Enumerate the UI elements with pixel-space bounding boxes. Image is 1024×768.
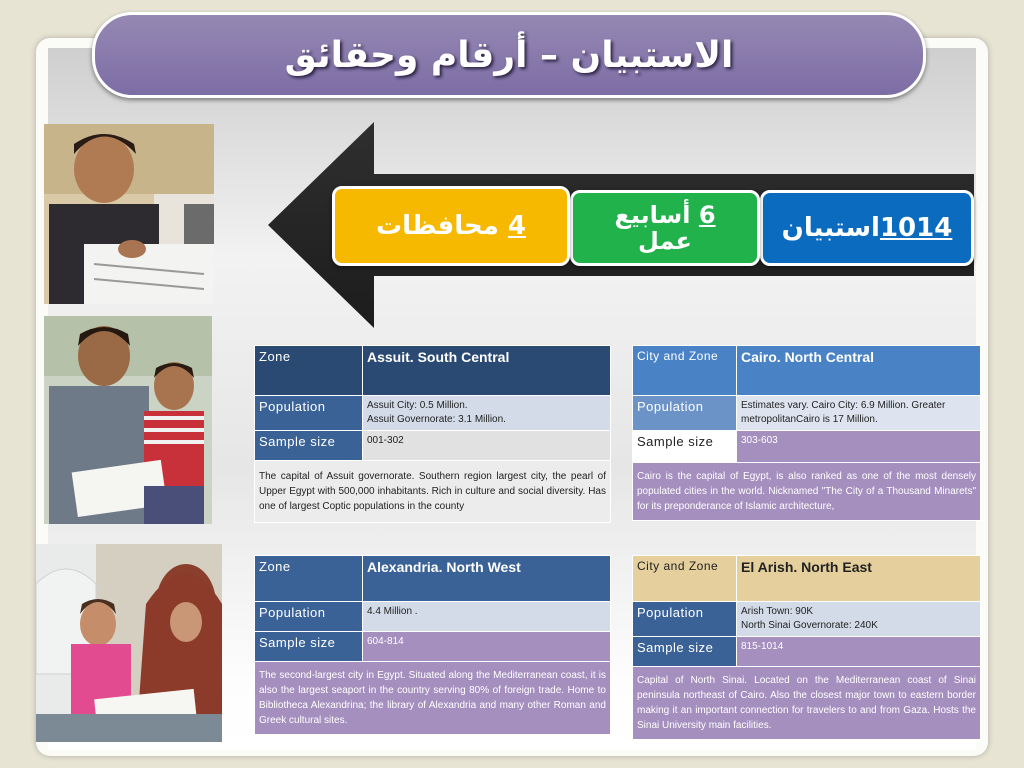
assuit-table <box>254 345 611 523</box>
governorates-count-box <box>332 186 570 266</box>
assuit-sample-value: 001-302 <box>363 431 611 461</box>
surveys-count-box <box>760 190 974 266</box>
cairo-population-value <box>737 396 981 431</box>
elarish-population-label: Population <box>633 602 737 637</box>
governorates-label: محافظات <box>376 211 499 241</box>
assuit-population-line1: Assuit City: 0.5 Million. <box>367 400 468 411</box>
assuit-zone-value: Assuit. South Central <box>363 346 611 396</box>
assuit-population-label: Population <box>255 396 363 431</box>
alexandria-zone-label: Zone <box>255 556 363 602</box>
cairo-sample-label: Sample size <box>633 431 737 463</box>
elarish-population-value <box>737 602 981 637</box>
assuit-description: The capital of Assuit governorate. Southern region largest city, the pearl of Upper Egypt with 500,000 inhabitants. Rich in culture and social diversity. Has one of largest Coptic populations in the county <box>255 461 611 523</box>
alexandria-table <box>254 555 611 735</box>
elarish-sample-value: 815-1014 <box>737 637 981 667</box>
weeks-label-line2: عمل <box>638 227 692 255</box>
cairo-population-line1: Estimates vary. Cairo City: 6.9 Million. Greater <box>741 400 946 411</box>
cairo-zone-label: City and Zone <box>633 346 737 396</box>
assuit-sample-label: Sample size <box>255 431 363 461</box>
cairo-table <box>632 345 981 521</box>
weeks-label-line1: أسابيع <box>614 201 691 229</box>
alexandria-description: The second-largest city in Egypt. Situated along the Mediterranean coast, it is also the largest seaport in the country serving 80% of foreign trade. Home to Bibliotheca Alexandrina; the library of Alexandria and many other Roman and Greek cultural sites. <box>255 662 611 735</box>
assuit-population-value <box>363 396 611 431</box>
title-banner <box>92 12 926 98</box>
surveys-label: استبيان <box>781 213 880 243</box>
cairo-description: Cairo is the capital of Egypt, is also ranked as one of the most densely populated cities in the world. Nicknamed "The City of a Thousand Minarets" for its preponderance of Islamic architecture, <box>633 463 981 521</box>
elarish-population-line1: Arish Town: 90K <box>741 606 814 617</box>
cairo-population-label: Population <box>633 396 737 431</box>
photo-father-son <box>44 316 212 524</box>
elarish-zone-value: El Arish. North East <box>737 556 981 602</box>
weeks-count-box <box>570 190 760 266</box>
cairo-sample-value: 303-603 <box>737 431 981 463</box>
elarish-table <box>632 555 981 740</box>
elarish-population-line2: North Sinai Governorate: 240K <box>741 620 878 631</box>
surveys-number: 1014 <box>879 213 953 243</box>
alexandria-population-label: Population <box>255 602 363 632</box>
assuit-population-line2: Assuit Governorate: 3.1 Million. <box>367 414 506 425</box>
weeks-number: 6 <box>698 201 716 229</box>
alexandria-population-value: 4.4 Million . <box>363 602 611 632</box>
slide-title: الاستبيان – أرقام وحقائق <box>284 34 734 76</box>
photo-mother-daughter <box>36 544 222 742</box>
cairo-zone-value: Cairo. North Central <box>737 346 981 396</box>
alexandria-zone-value: Alexandria. North West <box>363 556 611 602</box>
cairo-population-line2: metropolitanCairo is 17 Million. <box>741 414 878 425</box>
alexandria-sample-value: 604-814 <box>363 632 611 662</box>
elarish-description: Capital of North Sinai. Located on the Mediterranean coast of Sinai peninsula northeast of Cairo. Also the closest major town to eastern border making it an important connection for travelers to and from Gaza. Hosts the Sinai University main facilities. <box>633 667 981 740</box>
alexandria-sample-label: Sample size <box>255 632 363 662</box>
elarish-sample-label: Sample size <box>633 637 737 667</box>
governorates-number: 4 <box>507 211 526 241</box>
assuit-zone-label: Zone <box>255 346 363 396</box>
photo-boy-writing <box>44 124 214 304</box>
elarish-zone-label: City and Zone <box>633 556 737 602</box>
